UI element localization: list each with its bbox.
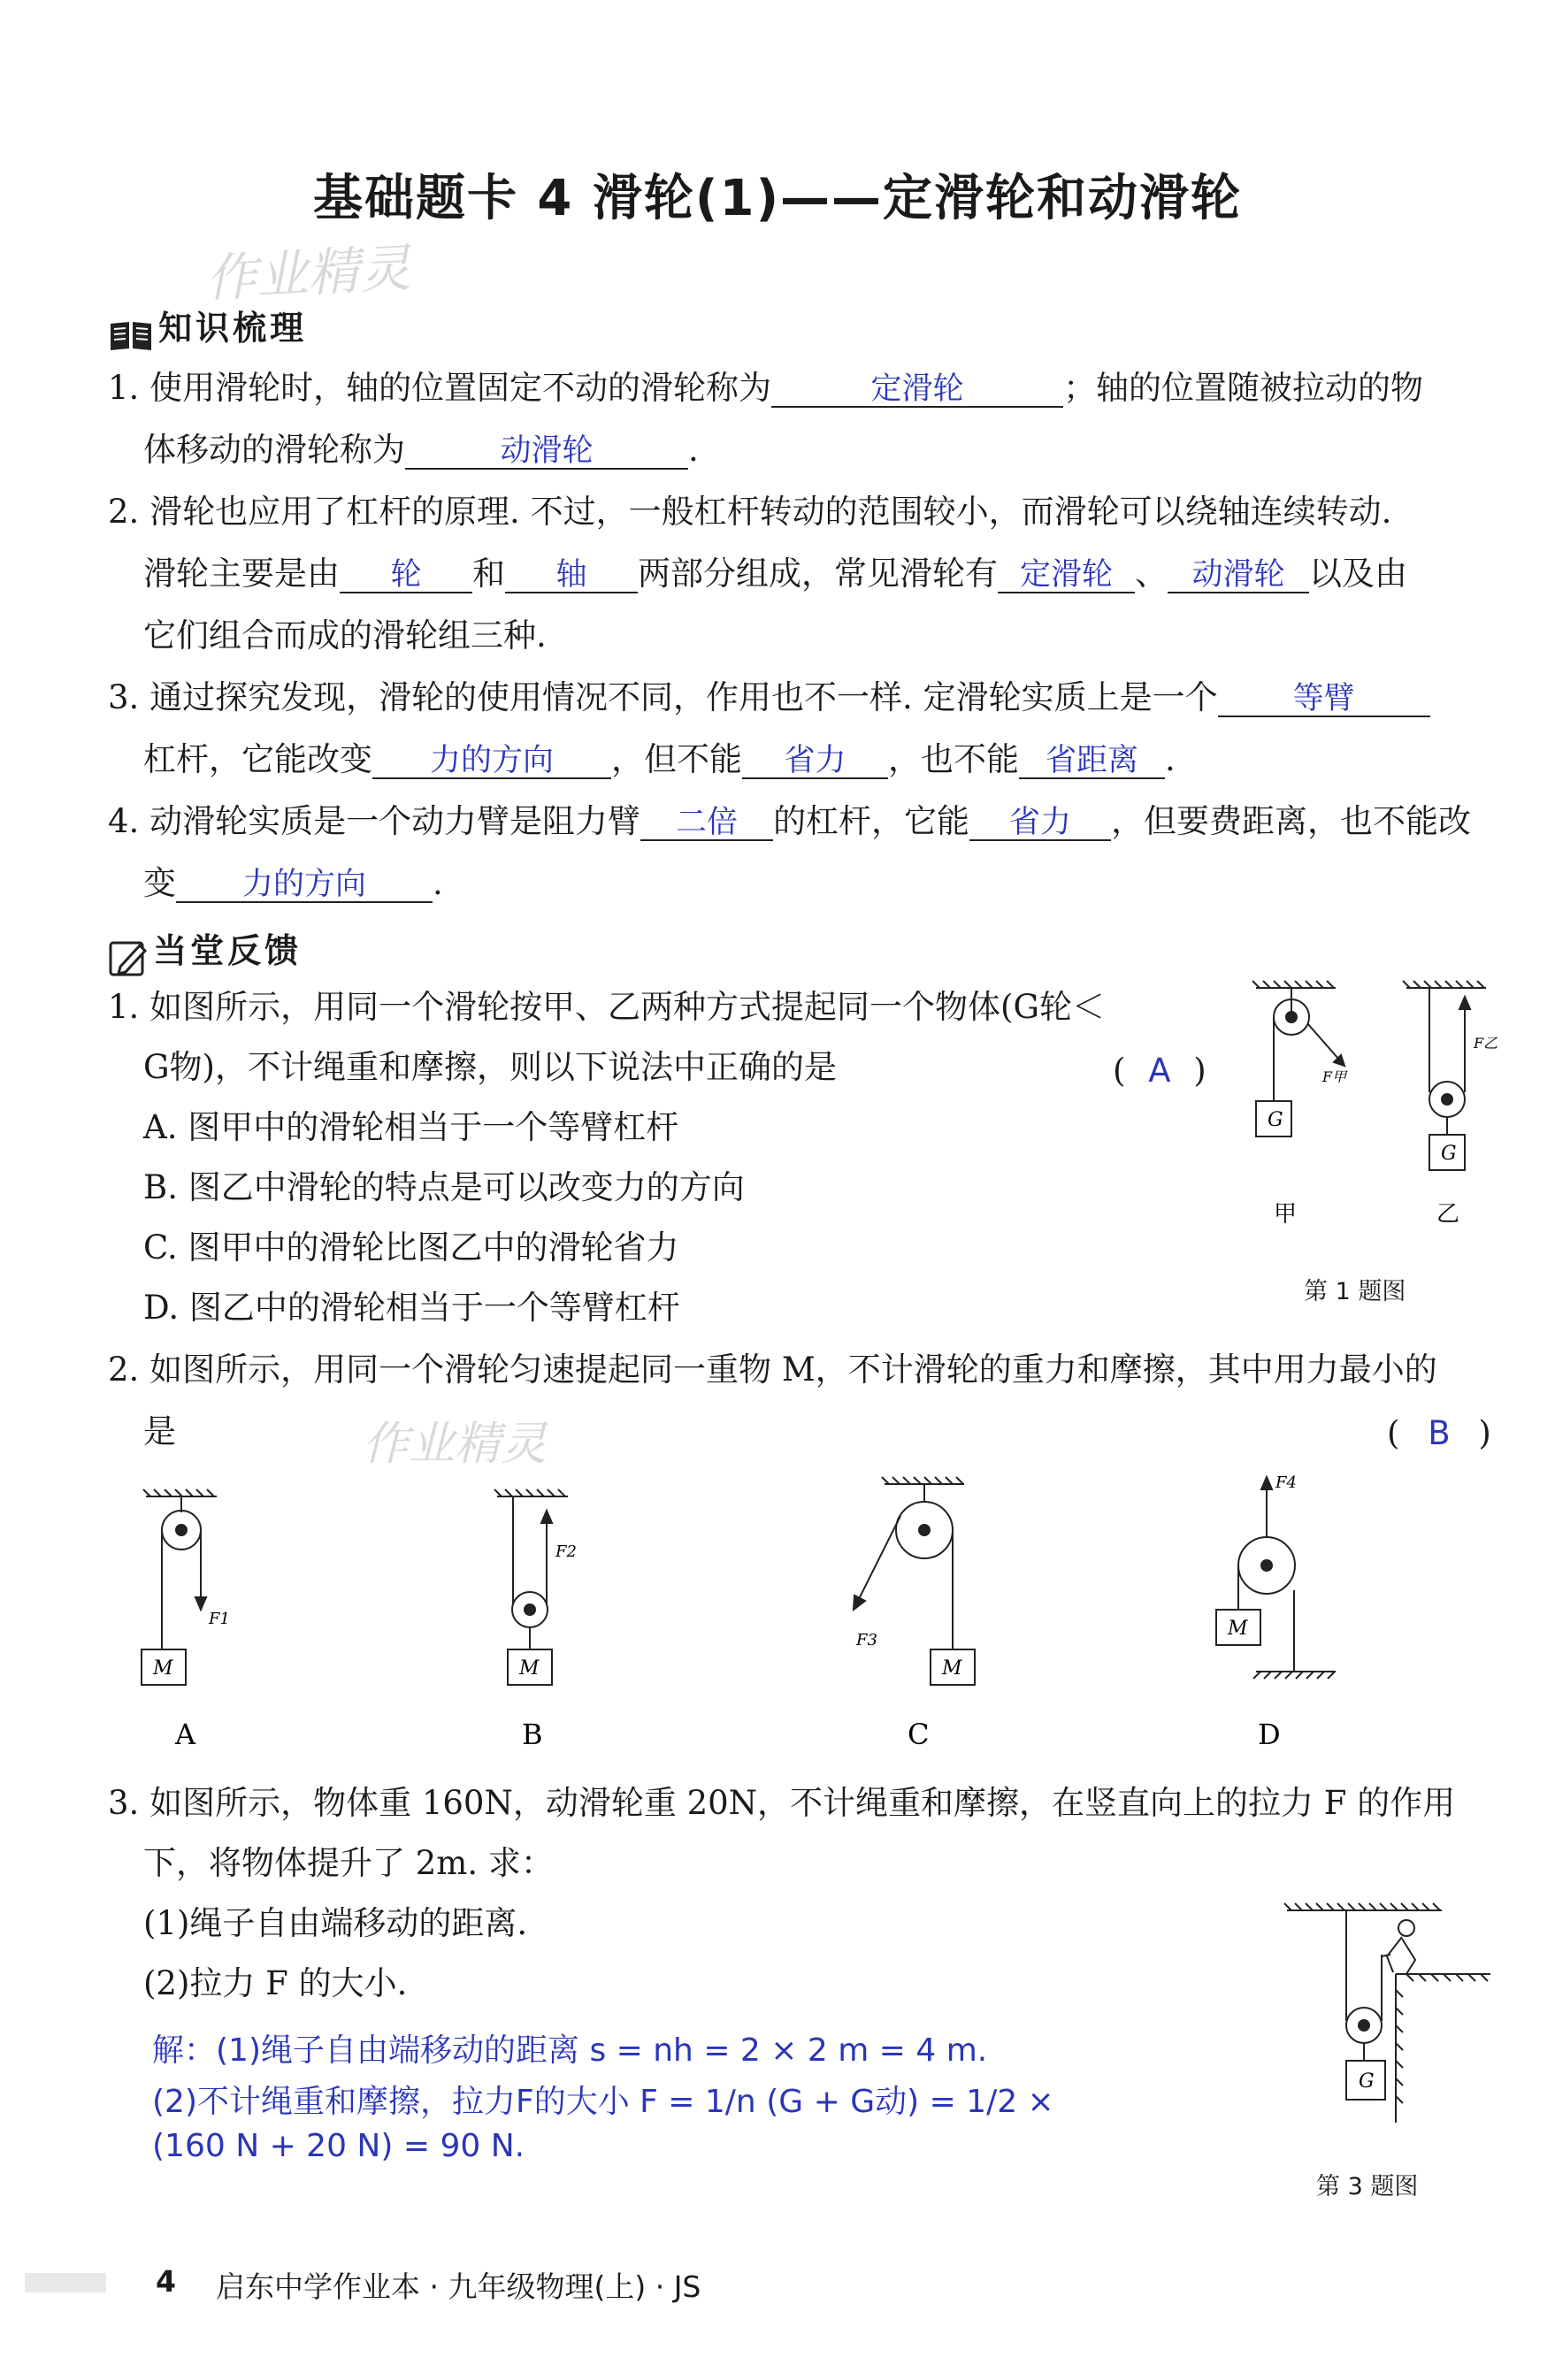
text: 变 <box>143 864 176 902</box>
knowledge-item-2-line2 <box>143 557 1407 593</box>
answer-blank: 定滑轮 <box>998 559 1135 593</box>
text: 和 <box>472 555 505 593</box>
weight-label: G <box>1441 1143 1457 1165</box>
paren: ) <box>1193 1052 1206 1090</box>
text: ，但不能 <box>611 740 742 778</box>
pulley-d <box>1216 1477 1336 1679</box>
pulley-jia <box>1252 981 1344 1136</box>
figure-label-yi: 乙 <box>1436 1201 1460 1228</box>
mass-label: M <box>519 1657 540 1680</box>
q3-sub-1: (1)绳子自由端移动的距离. <box>143 1904 528 1942</box>
section-knowledge-label: 知识梳理 <box>158 309 308 348</box>
knowledge-item-2-line3: 它们组合而成的滑轮组三种. <box>143 616 547 654</box>
answer-blank: 动滑轮 <box>1168 559 1309 593</box>
text: 的杠杆，它能 <box>773 802 970 840</box>
q3-stem-line1: 3. 如图所示，物体重 160N，动滑轮重 20N，不计绳重和摩擦，在竖直向上的拉力 F 的作用 <box>108 1784 1456 1822</box>
q2-stem-line2: 是 <box>143 1412 176 1450</box>
answer-blank: 轮 <box>340 559 472 593</box>
text: ，但要费距离，也不能改 <box>1111 802 1472 840</box>
paren: ) <box>1478 1414 1491 1452</box>
q3-figure-caption: 第 3 题图 <box>1316 2173 1419 2200</box>
pulley-a <box>142 1489 217 1685</box>
paren: ( <box>1113 1052 1126 1090</box>
force-label-f3: F3 <box>856 1631 877 1649</box>
watermark-top: 作业精灵 <box>203 237 412 310</box>
knowledge-item-4-line1 <box>108 802 1472 841</box>
text: . <box>688 431 699 469</box>
q1-stem-line2: G物)，不计绳重和摩擦，则以下说法中正确的是 <box>143 1048 837 1086</box>
answer-blank: 动滑轮 <box>405 435 688 470</box>
answer-blank: 二倍 <box>640 807 773 841</box>
pulley-yi <box>1403 981 1486 1170</box>
section-feedback <box>108 923 302 979</box>
text: 4. 动滑轮实质是一个动力臂是阻力臂 <box>108 802 641 840</box>
text: 以及由 <box>1309 555 1407 593</box>
text: . <box>1165 740 1176 778</box>
option-label-b: B <box>522 1718 543 1751</box>
q3-stem-line2: 下，将物体提升了 2m. 求： <box>143 1844 554 1882</box>
weight-label: G <box>1268 1109 1283 1131</box>
knowledge-item-1-line2 <box>143 433 699 470</box>
answer-blank: 力的方向 <box>176 869 433 903</box>
text: 3. 通过探究发现，滑轮的使用情况不同，作用也不一样. 定滑轮实质上是一个 <box>108 678 1218 716</box>
q1-option-c: C. 图甲中的滑轮比图乙中的滑轮省力 <box>143 1228 679 1267</box>
option-label-a: A <box>175 1718 196 1751</box>
answer-blank: 等臂 <box>1218 683 1430 717</box>
text: ，也不能 <box>888 740 1019 778</box>
text: 体移动的滑轮称为 <box>143 431 405 469</box>
footer-decoration <box>25 2273 106 2292</box>
force-label-f2: F2 <box>555 1542 577 1561</box>
answer-blank: 省力 <box>969 807 1111 841</box>
knowledge-item-3-line2 <box>143 740 1176 779</box>
option-label-d: D <box>1258 1718 1281 1751</box>
answer-blank: 省距离 <box>1019 745 1165 779</box>
section-feedback-label: 当堂反馈 <box>153 931 303 970</box>
q2-answer <box>1387 1414 1491 1452</box>
q1-option-d: D. 图乙中的滑轮相当于一个等臂杠杆 <box>143 1289 680 1327</box>
pulley-system <box>1284 1903 1490 2123</box>
q3-figure <box>1274 1893 1504 2131</box>
q3-solution-2: (2)不计绳重和摩擦，拉力F的大小 F = 1/n (G + G动) = 1/2 × <box>152 2084 1054 2120</box>
pulley-b <box>494 1489 568 1685</box>
mass-label: M <box>942 1657 962 1680</box>
answer: B <box>1428 1414 1451 1452</box>
answer: A <box>1148 1052 1171 1090</box>
page-number: 4 <box>156 2264 176 2299</box>
knowledge-item-4-line2 <box>143 864 443 903</box>
option-label-c: C <box>908 1718 930 1751</box>
page-title: 基础题卡 4 滑轮(1)——定滑轮和动滑轮 <box>312 170 1243 227</box>
q1-option-b: B. 图乙中滑轮的特点是可以改变力的方向 <box>143 1168 745 1206</box>
pulley-c <box>854 1477 975 1685</box>
mass-label: M <box>153 1657 173 1680</box>
text: 、 <box>1135 555 1168 593</box>
force-label: F甲 <box>1322 1068 1347 1085</box>
q1-answer <box>1113 1052 1206 1090</box>
q2-figure <box>133 1468 1371 1760</box>
knowledge-item-2-line1: 2. 滑轮也应用了杠杆的原理. 不过，一般杠杆转动的范围较小，而滑轮可以绕轴连续转动. <box>108 493 1392 531</box>
answer-blank: 定滑轮 <box>771 373 1063 408</box>
answer-blank: 力的方向 <box>372 745 611 779</box>
text: . <box>433 864 443 902</box>
text: ；轴的位置随被拉动的物 <box>1063 369 1424 407</box>
pencil-icon <box>108 938 149 979</box>
answer-blank: 省力 <box>742 745 888 779</box>
text: 滑轮主要是由 <box>143 555 340 593</box>
knowledge-item-3-line1 <box>108 678 1430 717</box>
section-knowledge <box>108 301 307 354</box>
q1-stem-line1: 1. 如图所示，用同一个滑轮按甲、乙两种方式提起同一个物体(G轮＜ <box>108 988 1106 1026</box>
weight-label: G <box>1359 2070 1375 2093</box>
force-label-f4: F4 <box>1275 1473 1297 1492</box>
q1-figure-caption: 第 1 题图 <box>1304 1278 1406 1305</box>
q2-stem-line1: 2. 如图所示，用同一个滑轮匀速提起同一重物 M，不计滑轮的重力和摩擦，其中用力最小的 <box>108 1351 1437 1389</box>
q3-sub-2: (2)拉力 F 的大小. <box>143 1964 408 2002</box>
book-icon <box>108 318 154 354</box>
text: 两部分组成，常见滑轮有 <box>638 555 998 593</box>
knowledge-item-1-line1 <box>108 371 1423 408</box>
q3-solution-3: (160 N + 20 N) = 90 N. <box>152 2128 525 2164</box>
paren: ( <box>1387 1414 1400 1452</box>
force-label: F乙 <box>1474 1035 1498 1052</box>
force-label-f1: F1 <box>209 1610 230 1628</box>
q1-figure <box>1238 977 1530 1313</box>
text: 1. 使用滑轮时，轴的位置固定不动的滑轮称为 <box>108 369 772 407</box>
figure-label-jia: 甲 <box>1274 1201 1298 1228</box>
watermark-middle: 作业精灵 <box>363 1418 548 1471</box>
answer-blank: 轴 <box>505 559 638 593</box>
q1-option-a: A. 图甲中的滑轮相当于一个等臂杠杆 <box>143 1108 679 1146</box>
mass-label: M <box>1228 1618 1248 1640</box>
footer-text: 启东中学作业本 · 九年级物理(上) · JS <box>216 2269 701 2304</box>
text: 杠杆，它能改变 <box>143 740 372 778</box>
q3-solution-1: 解：(1)绳子自由端移动的距离 s = nh = 2 × 2 m = 4 m. <box>152 2032 988 2069</box>
